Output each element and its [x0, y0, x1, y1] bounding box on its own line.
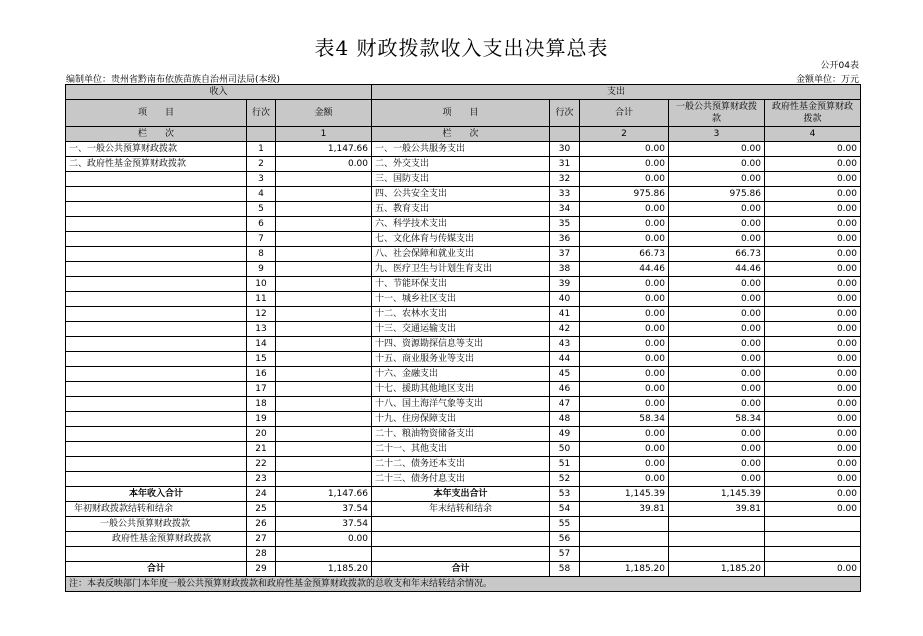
page-title: 表4 财政拨款收入支出决算总表: [314, 36, 609, 60]
expense-general-budget: 0.00: [669, 442, 765, 457]
expense-total: 0.00: [580, 472, 669, 487]
income-line-no: 24: [247, 487, 276, 502]
income-item: 二、政府性基金预算财政拨款: [66, 157, 247, 172]
expense-item: 二十二、债务还本支出: [372, 457, 550, 472]
income-amount: [276, 262, 372, 277]
expense-item: [372, 547, 550, 562]
expense-fund-budget: 0.00: [765, 502, 861, 517]
income-item: [66, 232, 247, 247]
expense-total: 0.00: [580, 457, 669, 472]
expense-total: 0.00: [580, 337, 669, 352]
expense-general-budget: 0.00: [669, 157, 765, 172]
expense-item: 十五、商业服务业等支出: [372, 352, 550, 367]
expense-general-budget: 0.00: [669, 217, 765, 232]
expense-line-no: 56: [550, 532, 580, 547]
expense-item: 六、科学技术支出: [372, 217, 550, 232]
income-line-no: 27: [247, 532, 276, 547]
expense-general-budget: 0.00: [669, 322, 765, 337]
income-line-no: 8: [247, 247, 276, 262]
expense-item: 八、社会保障和就业支出: [372, 247, 550, 262]
expense-total: 44.46: [580, 262, 669, 277]
income-line-no: 7: [247, 232, 276, 247]
table-row: [66, 487, 861, 502]
expense-line-no: 37: [550, 247, 580, 262]
expense-line-no: 44: [550, 352, 580, 367]
table-row: [66, 367, 861, 382]
col-number: 2: [580, 127, 669, 142]
expense-general-budget: [669, 517, 765, 532]
table-row: [66, 517, 861, 532]
table-row: [66, 412, 861, 427]
expense-total: 975.86: [580, 187, 669, 202]
expense-total-header: 合计: [580, 100, 669, 127]
expense-item: 三、国防支出: [372, 172, 550, 187]
expense-item-header: 项 目: [372, 100, 550, 127]
table-row: [66, 352, 861, 367]
expense-total: 0.00: [580, 352, 669, 367]
expense-line-no: 50: [550, 442, 580, 457]
income-amount: [276, 367, 372, 382]
expense-total: 39.81: [580, 502, 669, 517]
expense-total: 0.00: [580, 157, 669, 172]
fund-budget-header: 政府性基金预算财政拨款: [765, 100, 861, 127]
income-item: [66, 352, 247, 367]
expense-line-no: 34: [550, 202, 580, 217]
expense-total: 0.00: [580, 217, 669, 232]
income-item: [66, 547, 247, 562]
expense-line-no: 38: [550, 262, 580, 277]
expense-line-no: 46: [550, 382, 580, 397]
table-row: [66, 547, 861, 562]
table-row: [66, 292, 861, 307]
expense-item: 四、公共安全支出: [372, 187, 550, 202]
income-amount: 0.00: [276, 532, 372, 547]
table-row: [66, 157, 861, 172]
income-amount: 37.54: [276, 502, 372, 517]
income-item: [66, 472, 247, 487]
income-item: [66, 172, 247, 187]
income-line-no: 25: [247, 502, 276, 517]
expense-line-header: 行次: [550, 100, 580, 127]
expense-line-no: 49: [550, 427, 580, 442]
income-line-no: 29: [247, 562, 276, 577]
table-row: [66, 442, 861, 457]
col-label: 栏 次: [66, 127, 247, 142]
expense-fund-budget: 0.00: [765, 412, 861, 427]
expense-item: 二十、粮油物资储备支出: [372, 427, 550, 442]
expense-general-budget: 0.00: [669, 172, 765, 187]
table-row: [66, 322, 861, 337]
expense-item: 合计: [372, 562, 550, 577]
income-line-no: 6: [247, 217, 276, 232]
expense-fund-budget: 0.00: [765, 262, 861, 277]
expense-fund-budget: 0.00: [765, 382, 861, 397]
income-line-no: 23: [247, 472, 276, 487]
income-amount: [276, 172, 372, 187]
expense-general-budget: 0.00: [669, 472, 765, 487]
table-note: 注：本表反映部门本年度一般公共预算财政拨款和政府性基金预算财政拨款的总收支和年末结转结余情况。: [66, 577, 861, 592]
expense-item: 十二、农林水支出: [372, 307, 550, 322]
form-code: 公开04表: [820, 61, 859, 71]
expense-fund-budget: 0.00: [765, 337, 861, 352]
expense-general-budget: [669, 532, 765, 547]
income-line-no: 2: [247, 157, 276, 172]
income-item: [66, 322, 247, 337]
expense-total: 0.00: [580, 142, 669, 157]
income-amount: [276, 292, 372, 307]
expense-general-budget: [669, 547, 765, 562]
income-item: 一、一般公共预算财政拨款: [66, 142, 247, 157]
expense-general-budget: 975.86: [669, 187, 765, 202]
expense-total: 0.00: [580, 397, 669, 412]
expense-line-no: 31: [550, 157, 580, 172]
income-amount: [276, 217, 372, 232]
expense-line-no: 52: [550, 472, 580, 487]
table-row: [66, 472, 861, 487]
expense-item: 十七、援助其他地区支出: [372, 382, 550, 397]
income-line-no: 5: [247, 202, 276, 217]
expense-line-no: 58: [550, 562, 580, 577]
expense-line-no: 40: [550, 292, 580, 307]
expense-general-budget: 66.73: [669, 247, 765, 262]
income-line-no: 26: [247, 517, 276, 532]
expense-fund-budget: 0.00: [765, 142, 861, 157]
expense-general-budget: 0.00: [669, 367, 765, 382]
income-line-no: 28: [247, 547, 276, 562]
income-amount: [276, 322, 372, 337]
income-amount: [276, 382, 372, 397]
expense-general-budget: 0.00: [669, 457, 765, 472]
income-amount: [276, 442, 372, 457]
expense-fund-budget: 0.00: [765, 457, 861, 472]
table-row: [66, 142, 861, 157]
expense-general-budget: 1,185.20: [669, 562, 765, 577]
income-line-no: 17: [247, 382, 276, 397]
expense-fund-budget: 0.00: [765, 202, 861, 217]
expense-fund-budget: 0.00: [765, 322, 861, 337]
income-amount: [276, 187, 372, 202]
expense-total: [580, 532, 669, 547]
expense-line-no: 55: [550, 517, 580, 532]
income-amount: 1,147.66: [276, 142, 372, 157]
expense-line-no: 47: [550, 397, 580, 412]
expense-total: [580, 517, 669, 532]
expense-item: [372, 517, 550, 532]
expense-total: 0.00: [580, 442, 669, 457]
expense-line-no: 32: [550, 172, 580, 187]
income-line-no: 16: [247, 367, 276, 382]
table-row: [66, 307, 861, 322]
table-row: [66, 337, 861, 352]
income-line-no: 18: [247, 397, 276, 412]
expense-fund-budget: 0.00: [765, 277, 861, 292]
expense-item: 十九、住房保障支出: [372, 412, 550, 427]
income-amount: [276, 352, 372, 367]
expense-total: 1,145.39: [580, 487, 669, 502]
expense-total: 0.00: [580, 277, 669, 292]
expense-line-no: 53: [550, 487, 580, 502]
income-line-no: 4: [247, 187, 276, 202]
expense-item: 二十三、债务付息支出: [372, 472, 550, 487]
expense-fund-budget: 0.00: [765, 187, 861, 202]
expense-total: 0.00: [580, 427, 669, 442]
expense-line-no: 39: [550, 277, 580, 292]
expense-line-no: 33: [550, 187, 580, 202]
expense-fund-budget: 0.00: [765, 427, 861, 442]
income-amount: [276, 457, 372, 472]
income-item: [66, 412, 247, 427]
income-line-no: 14: [247, 337, 276, 352]
income-amount: [276, 547, 372, 562]
income-item: [66, 337, 247, 352]
expense-item: 一、一般公共服务支出: [372, 142, 550, 157]
income-amount: [276, 472, 372, 487]
income-item: [66, 367, 247, 382]
expense-general-budget: 0.00: [669, 427, 765, 442]
income-amount: [276, 232, 372, 247]
expense-line-no: 35: [550, 217, 580, 232]
table-row: [66, 262, 861, 277]
expense-total: 0.00: [580, 172, 669, 187]
col-number: 1: [276, 127, 372, 142]
expense-general-budget: 0.00: [669, 292, 765, 307]
income-amount: [276, 277, 372, 292]
general-budget-header: 一般公共预算财政拨款: [669, 100, 765, 127]
income-amount: [276, 337, 372, 352]
expense-general-budget: 0.00: [669, 352, 765, 367]
expense-fund-budget: 0.00: [765, 232, 861, 247]
table-row: [66, 562, 861, 577]
expense-item: 二、外交支出: [372, 157, 550, 172]
expense-fund-budget: 0.00: [765, 217, 861, 232]
col-number: 4: [765, 127, 861, 142]
income-line-header: 行次: [247, 100, 276, 127]
expense-line-no: 41: [550, 307, 580, 322]
income-item: 本年收入合计: [66, 487, 247, 502]
table-row: [66, 397, 861, 412]
table-row: [66, 202, 861, 217]
col-label-blank: [247, 127, 276, 142]
expense-line-no: 43: [550, 337, 580, 352]
expense-item: 五、教育支出: [372, 202, 550, 217]
expense-item: 年末结转和结余: [372, 502, 550, 517]
col-number: 3: [669, 127, 765, 142]
income-amount: 1,147.66: [276, 487, 372, 502]
income-item: [66, 457, 247, 472]
expense-general-budget: 0.00: [669, 307, 765, 322]
expense-item: 本年支出合计: [372, 487, 550, 502]
expense-item: 十八、国土海洋气象等支出: [372, 397, 550, 412]
expense-total: [580, 547, 669, 562]
income-amount: [276, 427, 372, 442]
expense-item: 十三、交通运输支出: [372, 322, 550, 337]
expense-general-budget: 0.00: [669, 397, 765, 412]
expense-line-no: 57: [550, 547, 580, 562]
expense-item: 十六、金融支出: [372, 367, 550, 382]
expense-item: 十一、城乡社区支出: [372, 292, 550, 307]
table-row: [66, 217, 861, 232]
expense-header: 支出: [372, 85, 861, 100]
income-line-no: 13: [247, 322, 276, 337]
expense-fund-budget: [765, 517, 861, 532]
income-item: [66, 292, 247, 307]
expense-fund-budget: 0.00: [765, 172, 861, 187]
expense-item: 十、节能环保支出: [372, 277, 550, 292]
expense-item: 九、医疗卫生与计划生育支出: [372, 262, 550, 277]
expense-fund-budget: 0.00: [765, 472, 861, 487]
org-name: 编制单位：贵州省黔南布依族苗族自治州司法局(本级): [66, 75, 281, 85]
expense-general-budget: 0.00: [669, 232, 765, 247]
income-amount: [276, 412, 372, 427]
expense-total: 0.00: [580, 367, 669, 382]
expense-general-budget: 39.81: [669, 502, 765, 517]
income-line-no: 21: [247, 442, 276, 457]
expense-line-no: 48: [550, 412, 580, 427]
income-item: [66, 247, 247, 262]
expense-fund-budget: 0.00: [765, 352, 861, 367]
income-item: [66, 442, 247, 457]
expense-fund-budget: [765, 547, 861, 562]
income-item: [66, 202, 247, 217]
income-item: [66, 427, 247, 442]
income-line-no: 15: [247, 352, 276, 367]
expense-item: [372, 532, 550, 547]
income-amount: [276, 202, 372, 217]
expense-total: 1,185.20: [580, 562, 669, 577]
expense-item: 二十一、其他支出: [372, 442, 550, 457]
income-item: [66, 277, 247, 292]
table-row: [66, 427, 861, 442]
income-line-no: 12: [247, 307, 276, 322]
table-row: [66, 277, 861, 292]
income-line-no: 1: [247, 142, 276, 157]
expense-total: 0.00: [580, 322, 669, 337]
expense-fund-budget: 0.00: [765, 292, 861, 307]
expense-line-no: 36: [550, 232, 580, 247]
expense-item: 十四、资源勘探信息等支出: [372, 337, 550, 352]
expense-line-no: 45: [550, 367, 580, 382]
income-item: 合计: [66, 562, 247, 577]
expense-line-no: 51: [550, 457, 580, 472]
income-line-no: 20: [247, 427, 276, 442]
table-row: [66, 532, 861, 547]
amount-unit: 金额单位：万元: [795, 75, 859, 85]
expense-total: 0.00: [580, 202, 669, 217]
expense-general-budget: 1,145.39: [669, 487, 765, 502]
expense-fund-budget: 0.00: [765, 487, 861, 502]
income-amount: 37.54: [276, 517, 372, 532]
table-row: [66, 247, 861, 262]
col-label: 栏 次: [372, 127, 550, 142]
income-amount: [276, 307, 372, 322]
income-amount-header: 金额: [276, 100, 372, 127]
income-item: [66, 382, 247, 397]
note-row: [66, 577, 861, 592]
income-item: [66, 262, 247, 277]
income-amount: 1,185.20: [276, 562, 372, 577]
expense-general-budget: 0.00: [669, 337, 765, 352]
income-amount: 0.00: [276, 157, 372, 172]
table-row: [66, 172, 861, 187]
income-item: [66, 307, 247, 322]
expense-total: 58.34: [580, 412, 669, 427]
income-line-no: 9: [247, 262, 276, 277]
expense-fund-budget: 0.00: [765, 247, 861, 262]
income-item: 政府性基金预算财政拨款: [66, 532, 247, 547]
expense-general-budget: 0.00: [669, 277, 765, 292]
expense-line-no: 54: [550, 502, 580, 517]
expense-total: 0.00: [580, 307, 669, 322]
income-item: [66, 217, 247, 232]
expense-line-no: 30: [550, 142, 580, 157]
expense-general-budget: 58.34: [669, 412, 765, 427]
income-line-no: 22: [247, 457, 276, 472]
table-row: [66, 187, 861, 202]
income-line-no: 10: [247, 277, 276, 292]
expense-total: 66.73: [580, 247, 669, 262]
expense-total: 0.00: [580, 292, 669, 307]
budget-table: [65, 84, 861, 592]
expense-fund-budget: 0.00: [765, 307, 861, 322]
expense-total: 0.00: [580, 382, 669, 397]
expense-fund-budget: 0.00: [765, 397, 861, 412]
income-amount: [276, 397, 372, 412]
table-row: [66, 382, 861, 397]
income-header: 收入: [66, 85, 372, 100]
income-item: 年初财政拨款结转和结余: [66, 502, 247, 517]
income-item: [66, 397, 247, 412]
expense-general-budget: 0.00: [669, 142, 765, 157]
expense-fund-budget: 0.00: [765, 157, 861, 172]
expense-fund-budget: 0.00: [765, 562, 861, 577]
table-row: [66, 232, 861, 247]
expense-general-budget: 0.00: [669, 202, 765, 217]
income-line-no: 3: [247, 172, 276, 187]
income-item: [66, 187, 247, 202]
income-amount: [276, 247, 372, 262]
expense-general-budget: 0.00: [669, 382, 765, 397]
income-line-no: 19: [247, 412, 276, 427]
income-item-header: 项 目: [66, 100, 247, 127]
expense-fund-budget: 0.00: [765, 442, 861, 457]
expense-general-budget: 44.46: [669, 262, 765, 277]
income-item: 一般公共预算财政拨款: [66, 517, 247, 532]
table-row: [66, 502, 861, 517]
table-row: [66, 457, 861, 472]
expense-fund-budget: [765, 532, 861, 547]
col-label-blank: [550, 127, 580, 142]
income-line-no: 11: [247, 292, 276, 307]
expense-fund-budget: 0.00: [765, 367, 861, 382]
expense-total: 0.00: [580, 232, 669, 247]
expense-line-no: 42: [550, 322, 580, 337]
expense-item: 七、文化体育与传媒支出: [372, 232, 550, 247]
